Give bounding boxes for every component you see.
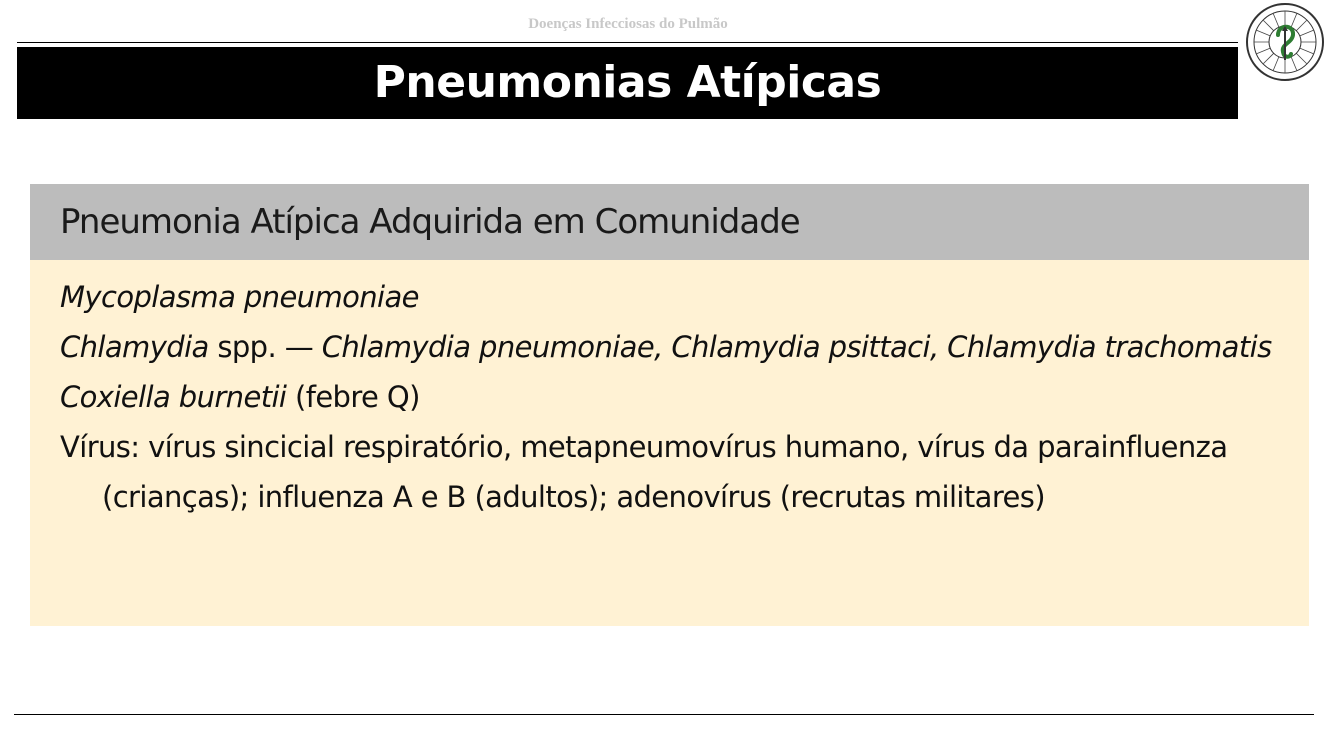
running-header: Doenças Infecciosas do Pulmão xyxy=(528,16,728,32)
genus-name: Chlamydia xyxy=(60,330,209,364)
table-body xyxy=(30,260,1309,522)
table-heading-row xyxy=(30,184,1309,260)
pathogen-table xyxy=(30,184,1309,626)
list-item-coxiella xyxy=(60,372,1279,422)
medical-society-seal-icon xyxy=(1245,2,1325,82)
top-divider xyxy=(17,42,1238,43)
slide-title: Pneumonias Atípicas xyxy=(373,57,882,108)
list-item-virus: Vírus: vírus sincicial respiratório, metapneumovírus humano, vírus da parainfluenza (crianças); influenza A e B (adultos); adenovírus (recrutas militares) xyxy=(60,430,1228,514)
species-name: Coxiella burnetii xyxy=(60,380,287,414)
genus-suffix: spp. — xyxy=(208,330,322,364)
list-item-mycoplasma xyxy=(60,272,1279,322)
species-name: Mycoplasma pneumoniae xyxy=(60,280,419,314)
species-note: (febre Q) xyxy=(286,380,420,414)
species-list: Chlamydia pneumoniae, Chlamydia psittaci, Chlamydia trachomatis xyxy=(321,330,1272,364)
slide-title-bar xyxy=(17,47,1238,119)
bottom-divider xyxy=(14,714,1314,715)
list-item-chlamydia xyxy=(60,322,1279,372)
table-heading: Pneumonia Atípica Adquirida em Comunidade xyxy=(60,202,800,242)
